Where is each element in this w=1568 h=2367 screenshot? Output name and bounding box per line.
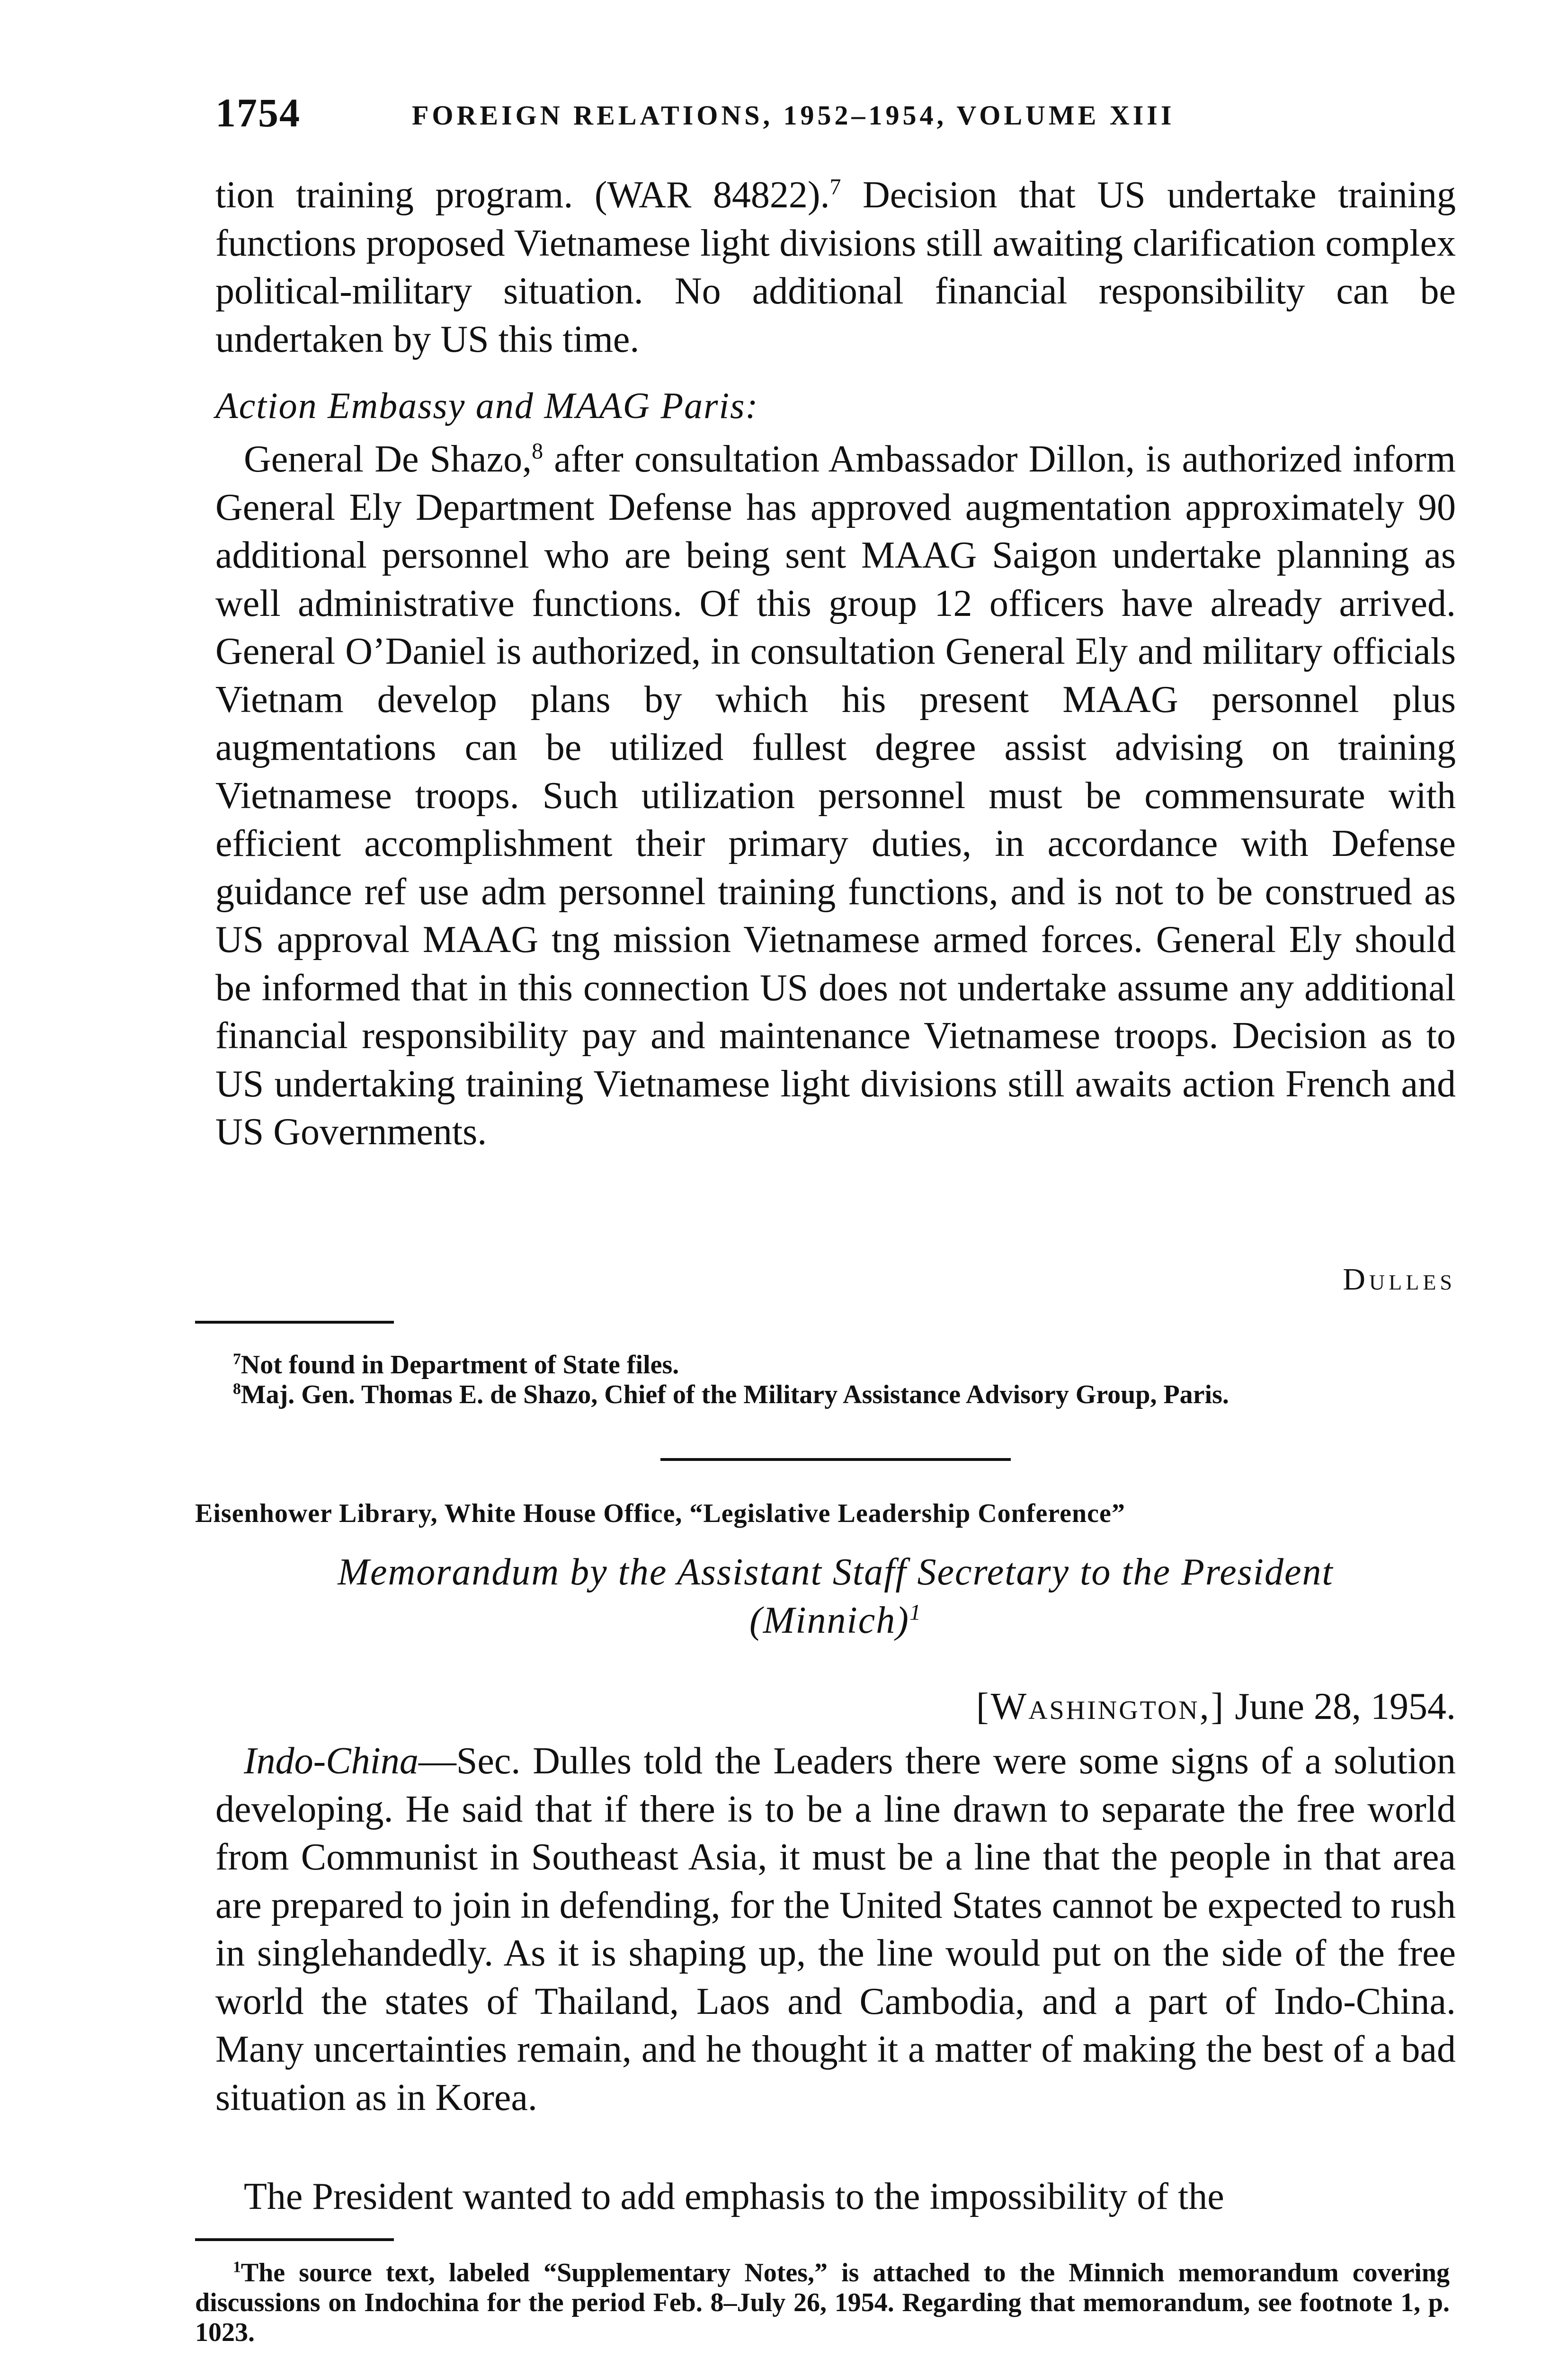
footnote-number: 8: [233, 1380, 241, 1398]
footnote-ref-8: 8: [532, 438, 543, 464]
source-line: Eisenhower Library, White House Office, “Legislative Leadership Conference”: [195, 1499, 1125, 1528]
footnote-text: The source text, labeled “Supplementary Notes,” is attached to the Minnich memorandum covering discussions on Indochina for the period Feb. 8–July 26, 1954. Regarding that memorandum, see footnote 1, p. 1023.: [195, 2258, 1450, 2347]
footnote-8: [195, 1380, 1450, 1410]
footnote-ref-1: 1: [909, 1600, 922, 1625]
running-title: FOREIGN RELATIONS, 1952–1954, VOLUME XIII: [412, 100, 1175, 131]
footnote-text: Maj. Gen. Thomas E. de Shazo, Chief of the Military Assistance Advisory Group, Paris.: [241, 1380, 1229, 1409]
page-header: [215, 89, 1456, 141]
footnote-divider: [195, 2238, 394, 2241]
paragraph-text: General De Shazo,: [244, 438, 532, 480]
dateline-place: [Washington,]: [976, 1686, 1226, 1727]
title-line-2: (Minnich)$^1$: [749, 1600, 922, 1641]
topic-lead: Indo-China: [244, 1740, 419, 1782]
document-separator: [660, 1458, 1011, 1461]
dateline: [805, 1685, 1456, 1728]
telegram-paragraph-2: [215, 436, 1456, 1157]
action-heading: Action Embassy and MAAG Paris:: [215, 385, 759, 426]
footnote-7: [195, 1350, 1450, 1380]
paragraph-text: tion training program. (WAR 84822).: [215, 174, 830, 216]
footnotes-top: [195, 1350, 1450, 1410]
paragraph-text: —Sec. Dulles told the Leaders there were some signs of a solution developing. He said that if there is to be a line drawn to separate the free world from Communist in Southeast Asia, it must be a line that the people in that area are prepared to join in defending, for the United States cannot be expected to rush in singlehandedly. As it is shaping up, the line would put on the side of the free world the states of Thailand, Laos and Cambodia, and a part of Indo-China. Many uncertainties remain, and he thought it a matter of making the best of a bad situation as in Korea.: [215, 1740, 1456, 2118]
memo-paragraph-1: [215, 1737, 1456, 2122]
dateline-date: June 28, 1954.: [1225, 1686, 1456, 1727]
paragraph-text: Decision that US undertake training functions proposed Vietnamese light divisions still awaiting clarification complex political-military situation. No additional financial responsibility can be undertaken by US this time.: [215, 174, 1456, 360]
memo-paragraph-2: The President wanted to add emphasis to the impossibility of the: [244, 2176, 1224, 2217]
page-number: 1754: [215, 90, 301, 135]
footnote-divider: [195, 1321, 394, 1324]
paragraph-text: after consultation Ambassador Dillon, is authorized inform General Ely Department Defense has approved augmentation approximately 90 additional personnel who are being sent MAAG Saigon undertake planning as well administrative functions. Of this group 12 officers have already arrived. General O’Daniel is authorized, in consultation General Ely and military officials Vietnam develop plans by which his present MAAG personnel plus augmentations can be utilized fullest degree assist advising on training Vietnamese troops. Such utilization personnel must be commensurate with efficient accomplishment their primary duties, in accordance with Defense guidance ref use adm personnel training functions, and is not to be construed as US approval MAAG tng mission Vietnamese armed forces. General Ely should be informed that in this connection US does not undertake assume any additional financial responsibility pay and maintenance Vietnamese troops. Decision as to US undertaking training Vietnamese light divisions still awaits action French and US Governments.: [215, 438, 1456, 1153]
footnote-number: 1: [233, 2258, 241, 2276]
footnote-number: 7: [233, 1350, 241, 1368]
document-title: [215, 1548, 1456, 1645]
footnote-text: Not found in Department of State files.: [241, 1350, 679, 1379]
title-line-1: Memorandum by the Assistant Staff Secretary to the President: [338, 1551, 1334, 1593]
footnote-1: [195, 2258, 1450, 2348]
footnotes-bottom: [195, 2258, 1450, 2348]
telegram-paragraph-1: [215, 171, 1456, 364]
footnote-ref-7: 7: [829, 174, 841, 200]
signature: Dulles: [1343, 1262, 1456, 1297]
